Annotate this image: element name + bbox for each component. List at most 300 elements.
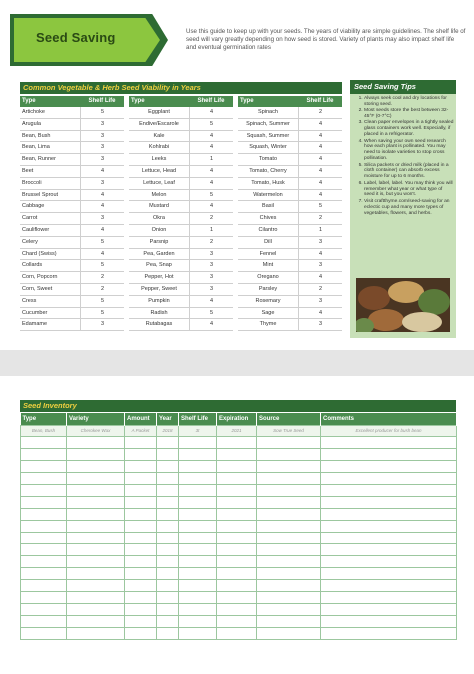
- inventory-cell[interactable]: [321, 591, 457, 603]
- inventory-cell[interactable]: [321, 627, 457, 639]
- inventory-cell[interactable]: [321, 544, 457, 556]
- seed-type: Bean, Lima: [22, 144, 50, 151]
- seed-type: Leeks: [151, 156, 167, 163]
- viability-row: [129, 201, 233, 213]
- inventory-row[interactable]: [21, 544, 457, 556]
- inventory-cell[interactable]: [21, 437, 67, 449]
- inventory-cell[interactable]: [21, 484, 67, 496]
- inventory-cell[interactable]: [217, 473, 257, 485]
- inventory-cell[interactable]: [179, 437, 217, 449]
- inventory-cell[interactable]: [321, 437, 457, 449]
- inventory-cell[interactable]: [67, 461, 125, 473]
- inventory-row[interactable]: [21, 603, 457, 615]
- inventory-cell[interactable]: [257, 520, 321, 532]
- inventory-cell[interactable]: [257, 484, 321, 496]
- inventory-row[interactable]: [21, 508, 457, 520]
- inventory-cell[interactable]: [217, 449, 257, 461]
- inventory-cell[interactable]: [67, 520, 125, 532]
- seed-type: Thyme: [259, 321, 277, 328]
- inventory-cell[interactable]: [21, 449, 67, 461]
- inventory-cell[interactable]: [21, 544, 67, 556]
- seed-type: Lettuce, Leaf: [143, 179, 175, 186]
- viability-row: [238, 308, 342, 320]
- inventory-cell: Cherokee Wax: [67, 425, 125, 437]
- inventory-cell[interactable]: [217, 603, 257, 615]
- shelf-life-years: 5: [189, 119, 233, 130]
- inventory-cell[interactable]: [217, 461, 257, 473]
- seed-type: Pepper, Sweet: [141, 285, 177, 292]
- inventory-cell[interactable]: [21, 556, 67, 568]
- inventory-cell[interactable]: [217, 580, 257, 592]
- inventory-cell[interactable]: [217, 532, 257, 544]
- seed-type: Endive/Escarole: [139, 120, 179, 127]
- seed-type: Oregano: [257, 274, 279, 281]
- inventory-cell[interactable]: [217, 591, 257, 603]
- inventory-cell[interactable]: [125, 508, 157, 520]
- inventory-cell[interactable]: [157, 520, 179, 532]
- title-banner: [10, 14, 170, 66]
- inventory-cell[interactable]: [21, 496, 67, 508]
- inventory-cell[interactable]: [157, 556, 179, 568]
- inventory-row[interactable]: [21, 449, 457, 461]
- shelf-life-years: 5: [80, 107, 124, 118]
- viability-row: [20, 319, 124, 331]
- inventory-cell[interactable]: [67, 532, 125, 544]
- inventory-cell[interactable]: [125, 532, 157, 544]
- inventory-cell[interactable]: [179, 591, 217, 603]
- shelf-life-years: 3: [189, 272, 233, 283]
- inventory-cell[interactable]: [321, 615, 457, 627]
- inventory-cell: Sow True Seed: [257, 425, 321, 437]
- inventory-cell[interactable]: [21, 532, 67, 544]
- inventory-cell[interactable]: [179, 627, 217, 639]
- shelf-life-years: 2: [298, 213, 342, 224]
- inventory-cell[interactable]: [157, 532, 179, 544]
- inventory-cell[interactable]: [257, 568, 321, 580]
- viability-row: [129, 308, 233, 320]
- inventory-cell[interactable]: [179, 568, 217, 580]
- viability-header: [20, 96, 124, 107]
- seed-type: Corn, Sweet: [22, 285, 53, 292]
- viability-row: [20, 190, 124, 202]
- seed-type: Onion: [151, 226, 167, 233]
- inventory-cell[interactable]: [67, 508, 125, 520]
- viability-row: [238, 178, 342, 190]
- shelf-life-years: 4: [189, 201, 233, 212]
- inventory-cell[interactable]: [67, 568, 125, 580]
- viability-row: [129, 178, 233, 190]
- viability-column: [129, 96, 233, 331]
- inventory-cell[interactable]: [321, 484, 457, 496]
- inventory-cell[interactable]: [257, 591, 321, 603]
- shelf-life-years: 3: [80, 142, 124, 153]
- viability-row: [20, 178, 124, 190]
- inventory-cell[interactable]: [67, 484, 125, 496]
- shelf-life-years: 4: [189, 178, 233, 189]
- seed-type: Pepper, Hot: [144, 274, 174, 281]
- header-type: Type: [131, 98, 145, 104]
- seed-type: Cilantro: [258, 226, 278, 233]
- seed-type: Corn, Popcorn: [22, 274, 58, 281]
- shelf-life-years: 3: [80, 131, 124, 142]
- inventory-cell[interactable]: [125, 473, 157, 485]
- inventory-cell[interactable]: [157, 627, 179, 639]
- shelf-life-years: 4: [189, 296, 233, 307]
- inventory-cell[interactable]: [179, 484, 217, 496]
- inventory-cell[interactable]: [321, 520, 457, 532]
- inventory-cell[interactable]: [67, 473, 125, 485]
- inventory-row[interactable]: [21, 580, 457, 592]
- inventory-cell[interactable]: [321, 580, 457, 592]
- inventory-cell[interactable]: [257, 580, 321, 592]
- viability-row: [238, 201, 342, 213]
- inventory-row[interactable]: [21, 496, 457, 508]
- inventory-cell[interactable]: [125, 496, 157, 508]
- inventory-cell[interactable]: [179, 496, 217, 508]
- inventory-cell[interactable]: [157, 591, 179, 603]
- tip-item: 5. Silica packets or dried milk (placed in a cloth container) can absorb excess moisture for up to 6 months.: [364, 163, 454, 181]
- inventory-cell[interactable]: [257, 449, 321, 461]
- inventory-row[interactable]: [21, 591, 457, 603]
- inventory-cell: 2021: [217, 425, 257, 437]
- inventory-cell[interactable]: [179, 520, 217, 532]
- inventory-cell[interactable]: [217, 520, 257, 532]
- inventory-row[interactable]: [21, 473, 457, 485]
- seed-type: Spinach, Summer: [246, 120, 290, 127]
- shelf-life-years: 3: [189, 249, 233, 260]
- inventory-cell[interactable]: [157, 544, 179, 556]
- shelf-life-years: 4: [298, 249, 342, 260]
- seed-type: Cauliflower: [22, 226, 50, 233]
- inventory-row[interactable]: [21, 520, 457, 532]
- shelf-life-years: 4: [189, 131, 233, 142]
- tips-title: Seed Saving Tips: [350, 80, 456, 94]
- shelf-life-years: 2: [80, 272, 124, 283]
- inventory-cell[interactable]: [125, 544, 157, 556]
- viability-row: [238, 296, 342, 308]
- inventory-cell[interactable]: [257, 615, 321, 627]
- inventory-example-row: [21, 425, 457, 437]
- inventory-cell[interactable]: [125, 568, 157, 580]
- seed-type: Beet: [22, 167, 34, 174]
- shelf-life-years: 3: [298, 319, 342, 330]
- seed-type: Sage: [261, 309, 275, 316]
- shelf-life-years: 2: [189, 213, 233, 224]
- viability-row: [129, 225, 233, 237]
- viability-row: [129, 142, 233, 154]
- inventory-cell[interactable]: [179, 449, 217, 461]
- inventory-header: Source: [257, 413, 321, 425]
- viability-row: [238, 213, 342, 225]
- viability-row: [20, 249, 124, 261]
- shelf-life-years: 2: [80, 284, 124, 295]
- shelf-life-years: 3: [80, 178, 124, 189]
- inventory-cell[interactable]: [257, 532, 321, 544]
- inventory-cell[interactable]: [257, 461, 321, 473]
- viability-row: [129, 131, 233, 143]
- inventory-cell[interactable]: [257, 437, 321, 449]
- inventory-cell[interactable]: [125, 556, 157, 568]
- inventory-cell[interactable]: [125, 580, 157, 592]
- inventory-title: Seed Inventory: [20, 400, 456, 412]
- viability-row: [129, 237, 233, 249]
- viability-row: [238, 119, 342, 131]
- inventory-cell[interactable]: [321, 556, 457, 568]
- inventory-cell[interactable]: [67, 580, 125, 592]
- seed-type: Eggplant: [148, 109, 170, 115]
- inventory-cell[interactable]: [217, 615, 257, 627]
- inventory-cell[interactable]: [67, 544, 125, 556]
- inventory-cell[interactable]: [217, 556, 257, 568]
- shelf-life-years: 3: [298, 237, 342, 248]
- inventory-cell[interactable]: [21, 508, 67, 520]
- inventory-cell[interactable]: [257, 627, 321, 639]
- inventory-cell[interactable]: [157, 437, 179, 449]
- viability-row: [129, 166, 233, 178]
- inventory-cell[interactable]: [321, 461, 457, 473]
- seed-type: Broccoli: [22, 179, 42, 186]
- seed-type: Parsley: [258, 285, 278, 292]
- inventory-cell[interactable]: [125, 449, 157, 461]
- inventory-cell[interactable]: [157, 496, 179, 508]
- viability-row: [238, 225, 342, 237]
- seed-type: Artichoke: [22, 109, 45, 115]
- viability-row: [238, 237, 342, 249]
- inventory-cell[interactable]: [179, 532, 217, 544]
- viability-row: [238, 154, 342, 166]
- inventory-cell[interactable]: [321, 532, 457, 544]
- header-type: Type: [240, 98, 254, 104]
- seed-type: Chives: [259, 215, 277, 222]
- seed-type: Melon: [151, 191, 167, 198]
- tip-item: 3. Clean paper envelopes in a tightly sealed glass containers work well. Especially, if placed in a refrigerator.: [364, 120, 454, 138]
- inventory-cell[interactable]: [321, 603, 457, 615]
- seed-type: Tomato, Cherry: [249, 167, 287, 174]
- viability-row: [238, 190, 342, 202]
- inventory-cell[interactable]: [179, 544, 217, 556]
- seed-type: Arugula: [22, 120, 41, 127]
- viability-row: [20, 201, 124, 213]
- shelf-life-years: 5: [80, 308, 124, 319]
- inventory-cell[interactable]: [217, 484, 257, 496]
- viability-row: [20, 166, 124, 178]
- viability-row: [20, 237, 124, 249]
- inventory-cell[interactable]: [125, 520, 157, 532]
- inventory-cell[interactable]: [321, 496, 457, 508]
- inventory-cell: Excellent producer for bush bean: [321, 425, 457, 437]
- shelf-life-years: 4: [80, 201, 124, 212]
- inventory-cell[interactable]: [125, 484, 157, 496]
- inventory-cell[interactable]: [21, 615, 67, 627]
- viability-row: [20, 107, 124, 119]
- inventory-cell[interactable]: [157, 568, 179, 580]
- tip-item: 6. Label, label, label. You may think you will remember what year or what type of seed it is, but you won't.: [364, 181, 454, 199]
- shelf-life-years: 4: [189, 107, 233, 118]
- inventory-cell[interactable]: [179, 473, 217, 485]
- shelf-life-years: 4: [189, 166, 233, 177]
- viability-row: [129, 190, 233, 202]
- seed-type: Carrot: [22, 215, 38, 222]
- inventory-cell[interactable]: [257, 508, 321, 520]
- shelf-life-years: 3: [189, 260, 233, 271]
- inventory-cell[interactable]: [179, 508, 217, 520]
- inventory-cell: 3t: [179, 425, 217, 437]
- viability-row: [129, 319, 233, 331]
- inventory-cell[interactable]: [125, 627, 157, 639]
- viability-title: Common Vegetable & Herb Seed Viability in Years: [20, 82, 342, 94]
- seed-type: Spinach: [258, 109, 278, 115]
- inventory-cell: A Packet: [125, 425, 157, 437]
- inventory-row[interactable]: [21, 615, 457, 627]
- inventory-cell[interactable]: [157, 449, 179, 461]
- inventory-row[interactable]: [21, 556, 457, 568]
- seed-type: Celery: [22, 238, 38, 245]
- inventory-cell[interactable]: [67, 603, 125, 615]
- shelf-life-years: 5: [80, 237, 124, 248]
- shelf-life-years: 3: [189, 284, 233, 295]
- viability-row: [238, 319, 342, 331]
- seed-type: Squash, Winter: [249, 144, 287, 151]
- shelf-life-years: 4: [298, 190, 342, 201]
- inventory-cell[interactable]: [67, 615, 125, 627]
- viability-header: [129, 96, 233, 107]
- seed-type: Rutabagas: [145, 321, 173, 328]
- inventory-cell[interactable]: [67, 449, 125, 461]
- viability-row: [129, 154, 233, 166]
- inventory-cell[interactable]: [21, 603, 67, 615]
- shelf-life-years: 2: [298, 284, 342, 295]
- inventory-row[interactable]: [21, 532, 457, 544]
- seed-type: Dill: [264, 238, 272, 245]
- inventory-cell[interactable]: [67, 556, 125, 568]
- inventory-cell[interactable]: [125, 461, 157, 473]
- shelf-life-years: 2: [189, 237, 233, 248]
- inventory-cell[interactable]: [321, 473, 457, 485]
- inventory-cell[interactable]: [67, 437, 125, 449]
- inventory-header: Type: [21, 413, 67, 425]
- shelf-life-years: 3: [80, 119, 124, 130]
- inventory-cell[interactable]: [125, 591, 157, 603]
- inventory-cell[interactable]: [217, 544, 257, 556]
- header-shelf-life: Shelf Life: [88, 98, 116, 104]
- inventory-cell[interactable]: [217, 437, 257, 449]
- viability-row: [129, 213, 233, 225]
- inventory-header: Year: [157, 413, 179, 425]
- inventory-cell[interactable]: [157, 473, 179, 485]
- shelf-life-years: 3: [298, 296, 342, 307]
- inventory-cell[interactable]: [157, 508, 179, 520]
- inventory-cell[interactable]: [21, 568, 67, 580]
- inventory-cell[interactable]: [257, 473, 321, 485]
- shelf-life-years: 4: [80, 190, 124, 201]
- inventory-cell[interactable]: [21, 520, 67, 532]
- viability-row: [238, 142, 342, 154]
- inventory-cell[interactable]: [179, 580, 217, 592]
- inventory-cell[interactable]: [157, 461, 179, 473]
- inventory-cell[interactable]: [217, 627, 257, 639]
- inventory-cell[interactable]: [157, 615, 179, 627]
- seed-type: Cress: [22, 297, 37, 304]
- inventory-cell[interactable]: [125, 615, 157, 627]
- inventory-row[interactable]: [21, 437, 457, 449]
- inventory-cell[interactable]: [179, 556, 217, 568]
- inventory-cell[interactable]: [217, 508, 257, 520]
- inventory-cell[interactable]: [67, 627, 125, 639]
- inventory-cell[interactable]: [125, 437, 157, 449]
- inventory-cell[interactable]: [179, 461, 217, 473]
- shelf-life-years: 3: [80, 213, 124, 224]
- inventory-cell[interactable]: [157, 484, 179, 496]
- seed-type: Squash, Summer: [246, 132, 290, 139]
- inventory-cell[interactable]: [21, 473, 67, 485]
- shelf-life-years: 1: [189, 154, 233, 165]
- inventory-cell[interactable]: [125, 603, 157, 615]
- inventory-row[interactable]: [21, 568, 457, 580]
- seed-type: Lettuce, Head: [141, 167, 177, 174]
- shelf-life-years: 4: [298, 308, 342, 319]
- inventory-cell[interactable]: [179, 603, 217, 615]
- shelf-life-years: 4: [189, 319, 233, 330]
- shelf-life-years: 5: [298, 201, 342, 212]
- inventory-cell[interactable]: [21, 461, 67, 473]
- inventory-cell[interactable]: [157, 603, 179, 615]
- viability-row: [20, 308, 124, 320]
- viability-row: [20, 213, 124, 225]
- seed-type: Tomato: [258, 156, 278, 163]
- inventory-header: Variety: [67, 413, 125, 425]
- viability-row: [20, 225, 124, 237]
- inventory-cell[interactable]: [321, 508, 457, 520]
- viability-table: [20, 96, 342, 336]
- seed-type: Okra: [153, 215, 165, 222]
- inventory-cell[interactable]: [257, 603, 321, 615]
- inventory-cell[interactable]: [67, 591, 125, 603]
- shelf-life-years: 3: [80, 319, 124, 330]
- seed-type: Radish: [150, 309, 168, 316]
- viability-row: [20, 154, 124, 166]
- inventory-cell[interactable]: [21, 591, 67, 603]
- shelf-life-years: 4: [298, 272, 342, 283]
- inventory-cell[interactable]: [67, 496, 125, 508]
- inventory-cell[interactable]: [257, 556, 321, 568]
- shelf-life-years: 1: [298, 225, 342, 236]
- page-title: Seed Saving: [36, 30, 116, 45]
- seed-type: Basil: [262, 203, 274, 210]
- viability-row: [238, 131, 342, 143]
- inventory-cell[interactable]: [217, 568, 257, 580]
- inventory-cell[interactable]: [257, 496, 321, 508]
- inventory-row[interactable]: [21, 461, 457, 473]
- inventory-cell[interactable]: [217, 496, 257, 508]
- shelf-life-years: 4: [80, 166, 124, 177]
- viability-row: [129, 260, 233, 272]
- seed-type: Bean, Runner: [22, 156, 56, 163]
- inventory-cell[interactable]: [257, 544, 321, 556]
- inventory-cell[interactable]: [157, 580, 179, 592]
- inventory-cell[interactable]: [21, 580, 67, 592]
- inventory-cell[interactable]: [321, 449, 457, 461]
- inventory-cell[interactable]: [321, 568, 457, 580]
- inventory-row[interactable]: [21, 484, 457, 496]
- inventory-cell[interactable]: [21, 627, 67, 639]
- page-separator: [0, 350, 474, 376]
- shelf-life-years: 2: [298, 107, 342, 118]
- inventory-cell[interactable]: [179, 615, 217, 627]
- viability-row: [238, 284, 342, 296]
- seed-type: Cabbage: [22, 203, 45, 210]
- inventory-header: Shelf Life: [179, 413, 217, 425]
- inventory-row[interactable]: [21, 627, 457, 639]
